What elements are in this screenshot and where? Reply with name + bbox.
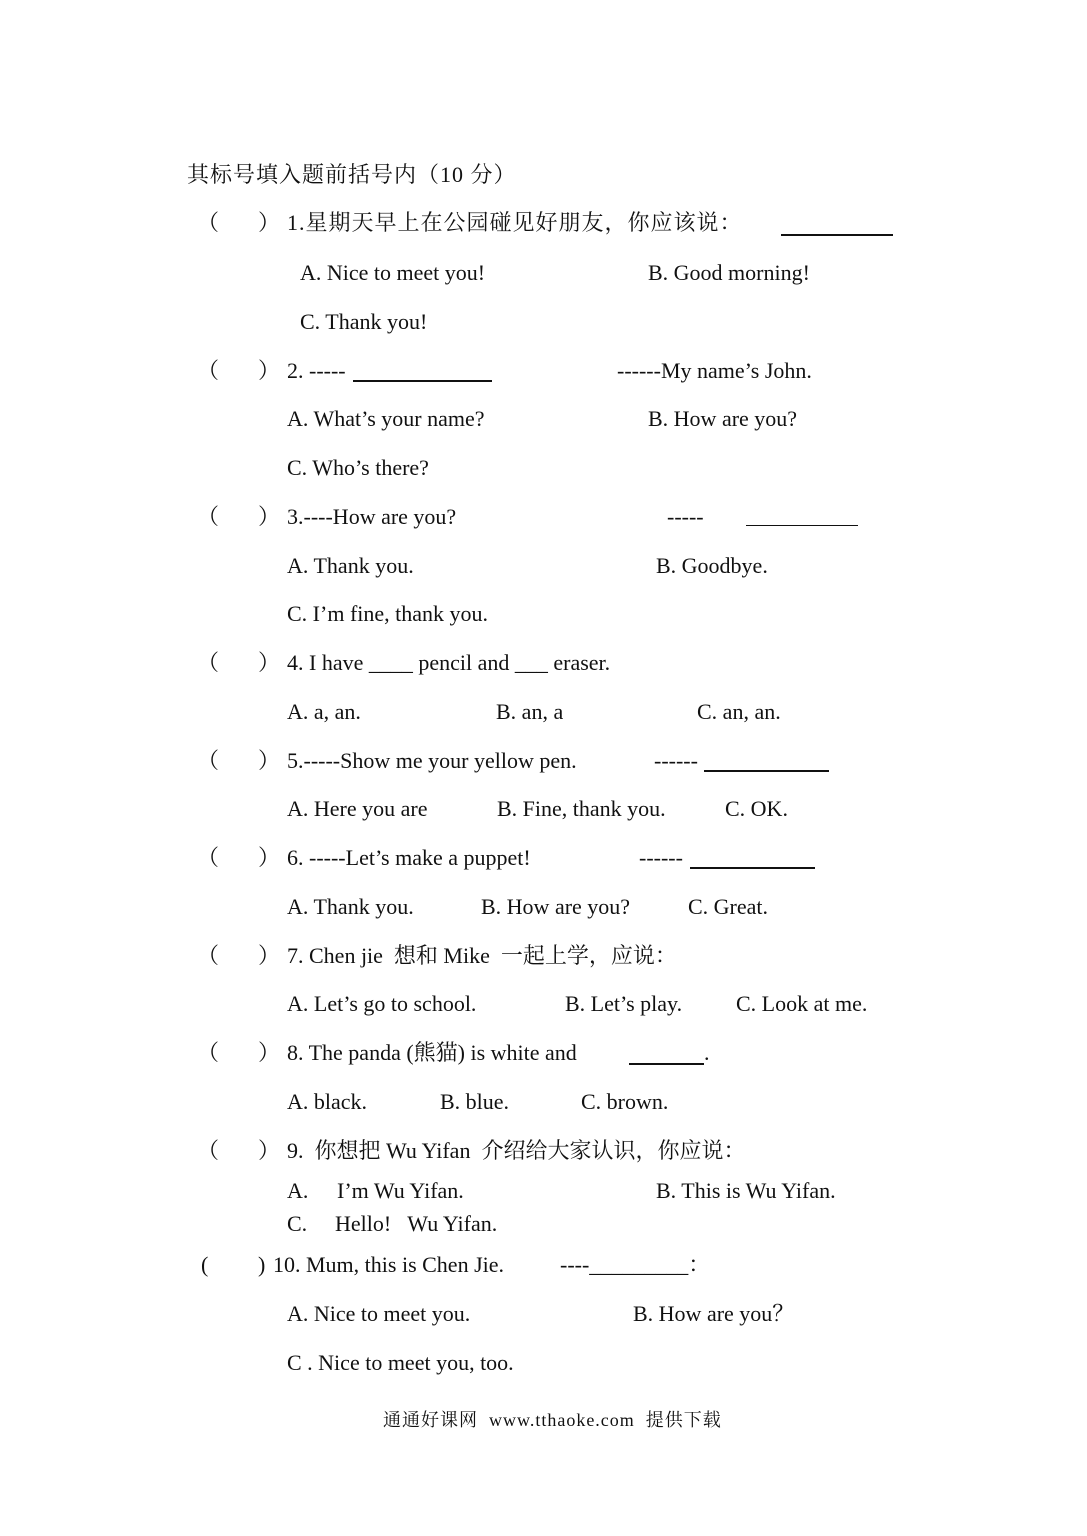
answer-paren-close: ) <box>258 1252 266 1277</box>
option-b: B. How are you? <box>481 894 631 919</box>
option-a: A. Nice to meet you! <box>300 260 486 285</box>
answer-blank <box>629 1063 704 1065</box>
question-stem: 3.----How are you? <box>287 504 457 529</box>
option-c: C. Who’s there? <box>287 455 429 480</box>
option-b: B. This is Wu Yifan. <box>656 1178 836 1203</box>
answer-paren-open: （ <box>197 1138 220 1163</box>
answer-paren-open: ( <box>201 1252 209 1277</box>
answer-blank <box>781 234 893 236</box>
option-b: B. Fine, thank you. <box>497 796 666 821</box>
question-stem: 2. ----- <box>287 358 346 383</box>
answer-paren-close: ） <box>258 748 281 773</box>
dialogue-reply: ------ <box>639 845 683 870</box>
option-a: A. Nice to meet you. <box>287 1301 471 1326</box>
option-b: B. How are you？ <box>633 1301 795 1326</box>
answer-paren-close: ） <box>258 943 281 968</box>
option-b: B. How are you? <box>648 406 798 431</box>
option-c: C. Great. <box>688 894 769 919</box>
answer-paren-open: （ <box>197 210 220 235</box>
answer-paren-close: ） <box>258 1040 281 1065</box>
question-stem: 7. Chen jie 想和 Mike 一起上学，应说： <box>287 943 677 968</box>
option-b: B. Goodbye. <box>656 553 768 578</box>
answer-paren-close: ） <box>258 210 281 235</box>
answer-paren-open: （ <box>197 504 220 529</box>
option-b: B. Good morning! <box>648 260 810 285</box>
option-c: C. an, an. <box>697 699 781 724</box>
section-instruction: 其标号填入题前括号内（10 分） <box>187 162 517 187</box>
answer-paren-close: ） <box>258 1138 281 1163</box>
option-b: B. Let’s play. <box>565 991 683 1016</box>
option-a: A. black. <box>287 1089 368 1114</box>
option-c: C . Nice to meet you, too. <box>287 1350 514 1375</box>
option-c: C. Thank you! <box>300 309 428 334</box>
option-a: A. Here you are <box>287 796 428 821</box>
question-stem: 9. 你想把 Wu Yifan 介绍给大家认识，你应说： <box>287 1138 746 1163</box>
question-stem: 1.星期天早上在公园碰见好朋友，你应该说： <box>287 210 743 235</box>
option-b: B. an, a <box>496 699 564 724</box>
answer-paren-close: ） <box>258 504 281 529</box>
answer-blank <box>746 525 858 526</box>
option-a: A. Let’s go to school. <box>287 991 477 1016</box>
answer-paren-open: （ <box>197 943 220 968</box>
option-b: B. blue. <box>440 1089 510 1114</box>
question-stem: 8. The panda (熊猫) is white and <box>287 1040 577 1065</box>
answer-paren-close: ） <box>258 845 281 870</box>
question-stem: 10. Mum, this is Chen Jie. <box>273 1252 505 1277</box>
answer-paren-close: ） <box>258 358 281 383</box>
option-a: A. What’s your name? <box>287 406 485 431</box>
option-c: C. OK. <box>725 796 788 821</box>
answer-paren-close: ） <box>258 650 281 675</box>
answer-paren-open: （ <box>197 358 220 383</box>
question-stem: 5.-----Show me your yellow pen. <box>287 748 577 773</box>
question-stem: 4. I have ____ pencil and ___ eraser. <box>287 650 611 675</box>
question-stem: 6. -----Let’s make a puppet! <box>287 845 531 870</box>
dialogue-reply: ----- <box>667 504 704 529</box>
option-c-letter: C. <box>287 1211 308 1236</box>
option-c: Hello! Wu Yifan. <box>335 1211 498 1236</box>
option-a: A. Thank you. <box>287 894 414 919</box>
dialogue-reply: ------ <box>654 748 698 773</box>
answer-paren-open: （ <box>197 650 220 675</box>
answer-blank <box>704 770 829 772</box>
answer-paren-open: （ <box>197 1040 220 1065</box>
option-c: C. I’m fine, thank you. <box>287 601 489 626</box>
page-footer: 通通好课网 www.tthaoke.com 提供下载 <box>383 1410 722 1430</box>
option-c: C. brown. <box>581 1089 669 1114</box>
option-a-letter: A. <box>287 1178 309 1203</box>
dialogue-reply: ------My name’s John. <box>617 358 812 383</box>
option-a: A. a, an. <box>287 699 361 724</box>
option-a: A. Thank you. <box>287 553 414 578</box>
option-c: C. Look at me. <box>736 991 868 1016</box>
answer-paren-open: （ <box>197 845 220 870</box>
option-a: I’m Wu Yifan. <box>337 1178 464 1203</box>
answer-blank <box>353 380 492 382</box>
sentence-end: . <box>704 1040 710 1065</box>
answer-paren-open: （ <box>197 748 220 773</box>
answer-blank <box>690 867 815 869</box>
dialogue-reply: ----_________： <box>560 1252 711 1277</box>
